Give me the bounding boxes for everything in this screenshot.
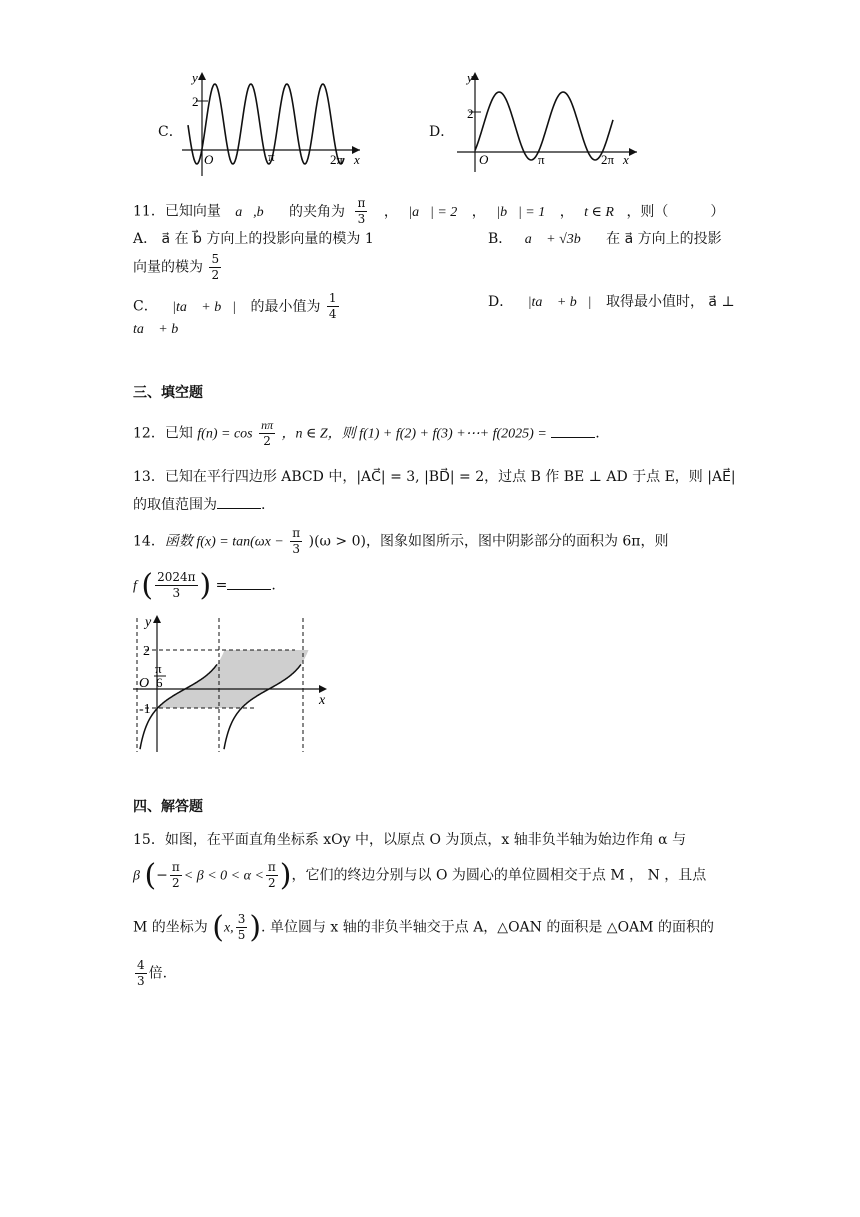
q11-option-a: A． a⃗ 在 b⃗ 方向上的投影向量的模为 1: [133, 231, 374, 247]
graph-c-tick-2pi: 2π: [330, 152, 344, 167]
q11-stem-a: 已知向量: [164, 203, 221, 220]
q11-option-d: D． |ta⃗ + b⃗| 取得最小值时， a⃗ ⊥: [488, 294, 735, 310]
q14-text-a: 函数 f(x) = tan(ωx −: [164, 534, 284, 550]
q11-option-b-cont: 向量的模为 $\frac{5}{2}$: [133, 252, 220, 282]
graph-d-tick-pi: π: [538, 152, 545, 167]
q14-arg-frac: $\frac{2024\pi}{3}$: [157, 570, 196, 600]
q11-option-d-cont: ta⃗ + b⃗: [133, 322, 190, 337]
option-c-label: C．: [158, 124, 183, 140]
q11-number: 11．: [133, 203, 165, 220]
q11-option-b-expr: a⃗ + √3b⃗: [524, 232, 592, 247]
option-d-label: D．: [429, 124, 455, 140]
graph-d-tick-2: 2: [467, 106, 474, 121]
graph-c-tick-2: 2: [192, 94, 199, 109]
q13-answer-blank: [217, 496, 261, 509]
curve-option-d: [475, 92, 613, 160]
q12-text-a: 已知: [164, 425, 193, 442]
q14-number: 14．: [133, 533, 165, 550]
graph-d-x-label: x: [623, 152, 629, 167]
section-4-title: 四、解答题: [133, 799, 203, 815]
q12-frac: $\frac{n\pi}{2}$: [261, 418, 274, 448]
q11-option-b-post: 在 a⃗ 方向上的投影: [606, 231, 722, 247]
q14-graph-x-label: x: [319, 693, 326, 708]
q14-answer-blank: [227, 577, 271, 590]
q11-mod-b: |b⃗| = 1: [496, 204, 546, 220]
q11-option-b: B． a⃗ + √3b⃗ 在 a⃗ 方向上的投影: [488, 231, 722, 247]
q13-text: 已知在平行四边形 ABCD 中，|AC⃗| = 3, |BD⃗| = 2，过点 B 作 BE ⊥ AD 于点 E，则 |AE⃗|: [164, 469, 736, 485]
q15-number: 15．: [133, 832, 165, 848]
q11-vectors: a⃗,b⃗: [235, 204, 275, 220]
q11-option-c: C． |ta⃗ + b⃗| 的最小值为 $\frac{1}{4}$: [133, 291, 337, 321]
q13-line1: [133, 466, 736, 486]
q14-graph-tick-2: 2: [143, 644, 150, 659]
graph-d-origin: O: [479, 152, 489, 167]
q12-number: 12．: [133, 425, 165, 442]
section-3-title: 三、填空题: [133, 385, 203, 401]
q14-graph-tick-neg1: -1: [139, 702, 151, 717]
q14-line2: f ( $\frac{2024\pi}{3}$ ) = .: [133, 568, 276, 603]
q15-line1: [133, 829, 686, 849]
graph-c-y-label: y: [192, 70, 198, 85]
q12-fn: f(n) = cos: [197, 426, 253, 442]
q15-line3-b: . 单位圆与 x 轴的非负半轴交于点 A，△OAN 的面积是 △OAM 的面积的: [261, 919, 714, 936]
q11-option-b-frac: $\frac{5}{2}$: [211, 252, 220, 282]
q15-line2-tail: ，它们的终边分别与以 O 为圆心的单位圆相交于点 M ， N ，且点: [291, 867, 707, 884]
q14-text-b: )(ω > 0)，图象如图所示，图中阴影部分的面积为 6π，则: [308, 533, 669, 550]
q14-graph-tick-6: 6: [156, 675, 163, 690]
q11-angle: $\frac{\pi}{3}$: [357, 196, 366, 226]
graph-d-tick-2pi: 2π: [601, 152, 615, 167]
q13-line2: 的取值范围为 .: [133, 497, 266, 513]
q11-mod-a: |a⃗| = 2: [408, 204, 458, 220]
q11-option-c-frac: $\frac{1}{4}$: [328, 291, 337, 321]
q11-option-c-expr: |ta⃗ + b⃗|: [172, 299, 236, 315]
graph-c-tick-pi: π: [268, 149, 275, 164]
graph-d-y-label: y: [467, 70, 473, 85]
q14-graph-y-label: y: [145, 615, 152, 630]
graph-c-origin: O: [204, 152, 214, 167]
q15-line3: M 的坐标为 (x, $\frac{3}{5}$ ). 单位圆与 x 轴的非负半轴交于点 A，△OAN 的面积是 △OAM 的面积的: [133, 910, 714, 945]
q12-text-b: ，n ∈ Z，则 f(1) + f(2) + f(3) +⋯+ f(2025) =: [281, 426, 547, 442]
q11-tail: ，则（ ）: [626, 203, 725, 220]
q11-option-d-post: 取得最小值时， a⃗ ⊥: [605, 294, 735, 310]
q15-line4: $\frac{4}{3}$ 倍.: [137, 958, 168, 988]
q11-t-in-r: t ∈ R: [584, 204, 614, 220]
graph-c-x-label: x: [354, 152, 360, 167]
q15-line2: β (− $\frac{\pi}{2}$ < β < 0 < α < $\frac{\pi}{2}$ )，它们的终边分别与以 O 为圆心的单位圆相交于点 M ， N ，且点: [133, 858, 707, 893]
q11-option-d-expr: |ta⃗ + b⃗|: [527, 295, 592, 310]
q14-graph-tick-pi: π: [155, 661, 162, 676]
q12: 12．已知 f(n) = cos $\frac{n\pi}{2}$ ，n ∈ Z，则 f(1) + f(2) + f(3) +⋯+ f(2025) = .: [133, 418, 600, 448]
q11-stem-b: 的夹角为: [289, 203, 346, 220]
q14-line1: [133, 526, 669, 557]
q15-line1-text: 如图，在平面直角坐标系 xOy 中，以原点 O 为顶点，x 轴非负半轴为始边作角 α 与: [164, 832, 687, 848]
q14-f-label: f: [133, 578, 137, 594]
q11-stem: 11．已知向量 a⃗,b⃗ 的夹角为 $\frac{\pi}{3}$ ， |a⃗| = 2 ， |b⃗| = 1 ， t ∈ R ，则（ ）: [133, 196, 725, 226]
q12-answer-blank: [551, 425, 595, 438]
graph-option-d: [455, 68, 645, 178]
q14-frac: $\frac{\pi}{3}$: [292, 526, 301, 556]
q13-number: 13．: [133, 469, 165, 485]
q14-graph: [125, 612, 335, 754]
graph-option-c: [180, 68, 370, 178]
q11-option-c-post: 的最小值为: [250, 298, 321, 315]
q14-graph-origin: O: [139, 676, 150, 691]
